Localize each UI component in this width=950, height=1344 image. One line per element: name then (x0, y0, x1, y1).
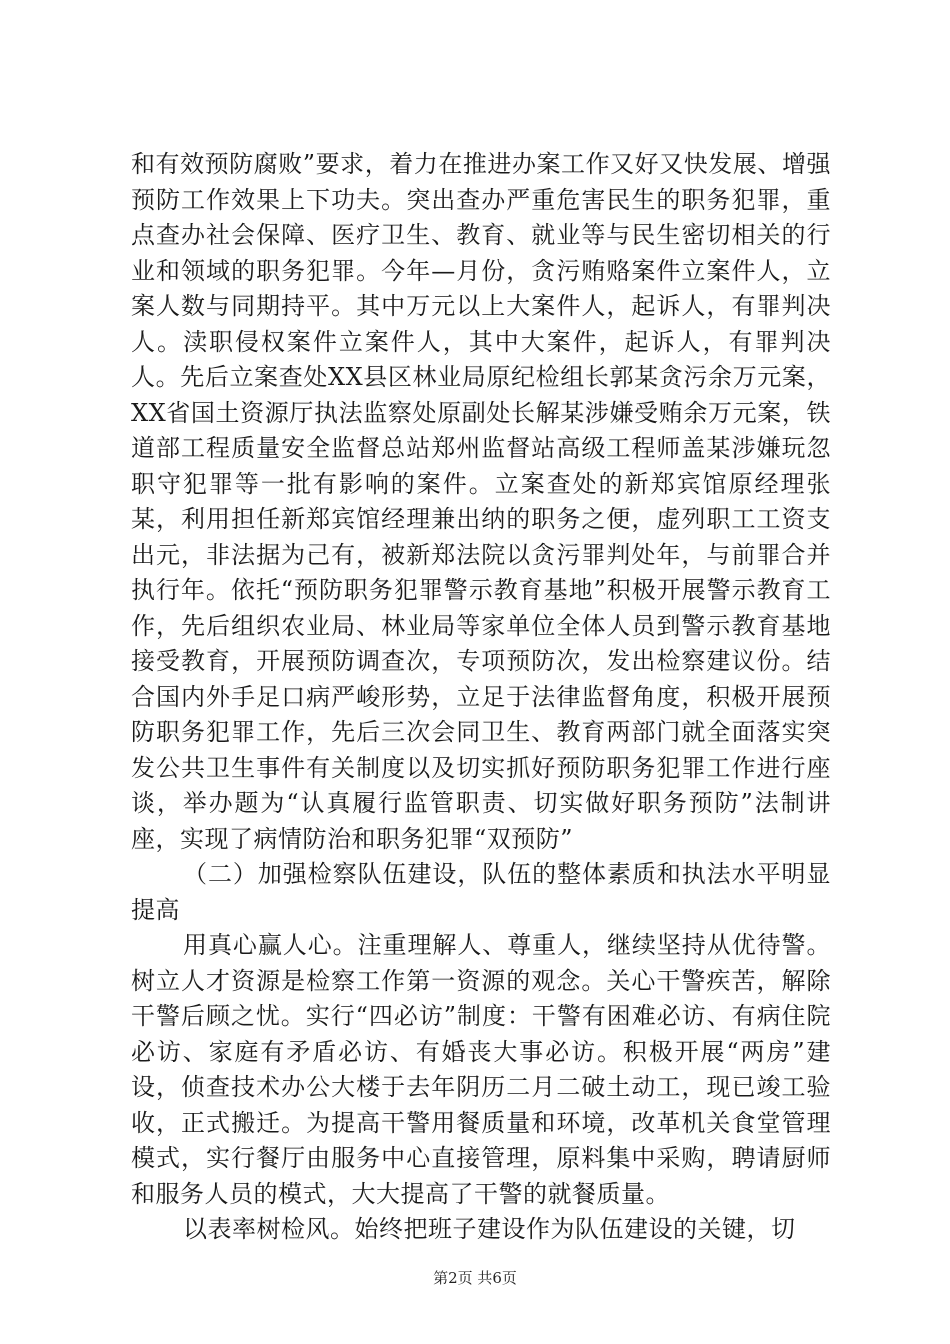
paragraph-anticorruption: 和有效预防腐败”要求，着力在推进办案工作又好又快发展、增强预防工作效果上下功夫。突出查办严重危害民生的职务犯罪，重点查办社会保障、医疗卫生、教育、就业等与民生密切相关的行业和领域的职务犯罪。今年—月份，贪污贿赂案件立案件人，立案人数与同期持平。其中万元以上大案件人，起诉人，有罪判决人。渎职侵权案件立案件人，其中大案件，起诉人，有罪判决人。先后立案查处XX县区林业局原纪检组长郭某贪污余万元案，XX省国土资源厅执法监察处原副处长解某涉嫌受贿余万元案，铁道部工程质量安全监督总站郑州监督站高级工程师盖某涉嫌玩忽职守犯罪等一批有影响的案件。立案查处的新郑宾馆原经理张某，利用担任新郑宾馆经理兼出纳的职务之便，虚列职工工资支出元，非法据为己有，被新郑法院以贪污罪判处年，与前罪合并执行年。依托“预防职务犯罪警示教育基地”积极开展警示教育工作，先后组织农业局、林业局等家单位全体人员到警示教育基地接受教育，开展预防调查次，专项预防次，发出检察建议份。结合国内外手足口病严峻形势，立足于法律监督角度，积极开展预防职务犯罪工作，先后三次会同卫生、教育两部门就全面落实突发公共卫生事件有关制度以及切实抓好预防职务犯罪工作进行座谈，举办题为“认真履行监管职责、切实做好职务预防”法制讲座，实现了病情防治和职务犯罪“双预防” (131, 150, 831, 853)
document-body (131, 147, 831, 1248)
page-footer (0, 1267, 950, 1288)
paragraph-win-hearts: 用真心赢人心。注重理解人、尊重人，继续坚持从优待警。树立人才资源是检察工作第一资源的观念。关心干警疾苦，解除干警后顾之忧。实行“四必访”制度：干警有困难必访、有病住院必访、家庭有矛盾必访、有婚丧大事必访。积极开展“两房”建设，侦查技术办公大楼于去年阴历二月二破土动工，现已竣工验收，正式搬迁。为提高干警用餐质量和环境，改革机关食堂管理模式，实行餐厅由服务中心直接管理，原料集中采购，聘请厨师和服务人员的模式，大大提高了干警的就餐质量。 (131, 931, 831, 1208)
section-heading-team-building: （二）加强检察队伍建设，队伍的整体素质和执法水平明显提高 (131, 860, 831, 924)
paragraph-lead-by-example: 以表率树检风。始终把班子建设作为队伍建设的关键，切 (183, 1215, 796, 1243)
page-number: 第2页 共6页 (433, 1269, 517, 1287)
